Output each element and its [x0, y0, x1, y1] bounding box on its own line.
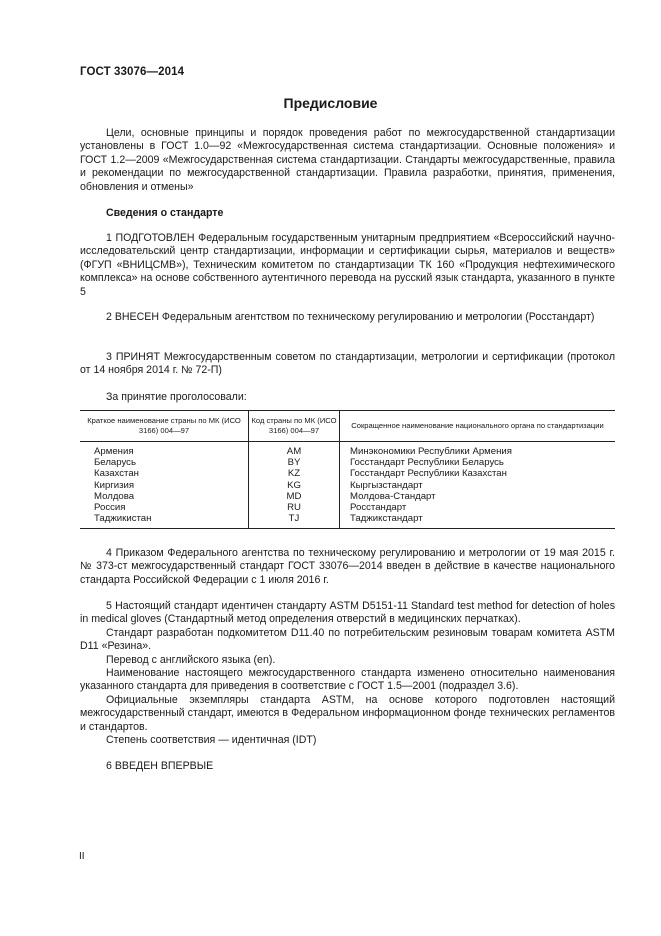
vote-label: За принятие проголосовали: — [106, 391, 247, 403]
table-row — [80, 442, 615, 458]
country-name: Беларусь — [94, 457, 136, 469]
standards-body: Госстандарт Республики Казахстан — [340, 468, 616, 479]
item-5-translation: Перевод с английского языка (en). — [106, 653, 276, 666]
item-3-text: 3 ПРИНЯТ Межгосударственным советом по стандартизации, метрологии и сертификации (протокол от 14 ноября 2014 г. № 72-П) — [80, 351, 615, 377]
item-2 — [80, 311, 615, 324]
country-code: RU — [249, 502, 340, 513]
member-states-table — [80, 410, 615, 529]
country-name: Таджикистан — [94, 513, 152, 525]
table-header-country: Краткое наименование страны по МК (ИСО 3166) 004—97 — [80, 411, 249, 442]
country-code: TJ — [249, 513, 340, 529]
item-3 — [80, 351, 615, 378]
table-row — [80, 480, 615, 491]
item-6-text: 6 ВВЕДЕН ВПЕРВЫЕ — [106, 760, 214, 772]
table-row — [80, 468, 615, 479]
item-5-text: 5 Настоящий стандарт идентичен стандарту ASTM D5151-11 Standard test method for detection of holes in medical gloves (Стандартный метод определения отверстий в медицинских перчатках). — [80, 600, 615, 626]
item-5-name-change: Наименование настоящего межгосударственного стандарта изменено относительно наименования указанного стандарта для приведения в соответствие с ГОСТ 1.5—2001 (подраздел 3.6). — [80, 667, 615, 693]
country-code: AM — [249, 442, 340, 458]
country-name: Россия — [94, 502, 126, 514]
item-2-text: 2 ВНЕСЕН Федеральным агентством по техническому регулированию и метрологии (Росстандарт) — [106, 311, 595, 323]
document-id: ГОСТ 33076—2014 — [80, 66, 185, 78]
page-number: II — [79, 851, 85, 862]
item-1-text: 1 ПОДГОТОВЛЕН Федеральным государственным унитарным предприятием «Всероссийский научно-исследовательский центр стандартизации, информации и сертификации сырья, материалов и веществ» (ФГУП «ВНИЦСМВ»), Техническим комитетом по стандартизации ТК 160 «Продукция нефтехимического комплекса» на основе собственного аутентичного перевода на русский язык стандарта, указанного в пункте 5 — [80, 232, 615, 298]
standards-body: Молдова-Стандарт — [340, 491, 616, 502]
item-5-conformity: Степень соответствия — идентичная (IDT) — [106, 734, 317, 747]
item-4-text: 4 Приказом Федерального агентства по техническому регулированию и метрологии от 19 мая 2015 г. № 373-ст межгосударственный стандарт ГОСТ 33076—2014 введен в действие в качестве национального стандарта Российской Федерации с 1 июля 2016 г. — [80, 547, 615, 586]
table-row — [80, 491, 615, 502]
intro-text: Цели, основные принципы и порядок проведения работ по межгосударственной стандартизации установлены в ГОСТ 1.0—92 «Межгосударственная система стандартизации. Основные положения» и ГОСТ 1.2—2009 «Межгосударственная система стандартизации. Стандарты межгосударственные, правила и рекомендации по межгосударственной стандартизации. Правила разработки, принятия, применения, обновления и отмены» — [80, 127, 615, 193]
intro-paragraph — [80, 127, 615, 194]
table-header-row — [80, 411, 615, 442]
country-name: Казахстан — [94, 468, 139, 480]
table-row — [80, 502, 615, 513]
standards-body: Росстандарт — [340, 502, 616, 513]
country-code: BY — [249, 457, 340, 468]
item-5-developer: Стандарт разработан подкомитетом D11.40 по потребительским резиновым товарам комитета ASTM D11 «Резина». — [80, 626, 615, 653]
item-6 — [80, 760, 615, 773]
table-header-body: Сокращенное наименование национального органа по стандартизации — [340, 411, 616, 442]
info-heading: Сведения о стандарте — [106, 207, 224, 219]
standards-body: Госстандарт Республики Беларусь — [340, 457, 616, 468]
country-code: KZ — [249, 468, 340, 479]
item-1 — [80, 232, 615, 299]
country-name: Молдова — [94, 490, 135, 502]
standards-body: Минэкономики Республики Армения — [340, 442, 616, 458]
item-5-official-copies: Официальные экземпляры стандарта ASTM, на основе которого подготовлен настоящий межгосударственный стандарт, имеются в Федеральном информационном фонде технических регламентов и стандартов. — [80, 693, 615, 733]
item-4 — [80, 547, 615, 587]
table-header-code: Код страны по МК (ИСО 3166) 004—97 — [249, 411, 340, 442]
country-code: KG — [249, 480, 340, 491]
item-5 — [80, 600, 615, 747]
table-row — [80, 457, 615, 468]
table-row — [80, 513, 615, 529]
page-title: Предисловие — [283, 95, 378, 111]
standards-body: Кыргызстандарт — [340, 480, 616, 491]
standards-body: Таджикстандарт — [340, 513, 616, 529]
country-code: MD — [249, 491, 340, 502]
country-name: Армения — [94, 446, 134, 457]
country-name: Киргизия — [94, 479, 135, 491]
